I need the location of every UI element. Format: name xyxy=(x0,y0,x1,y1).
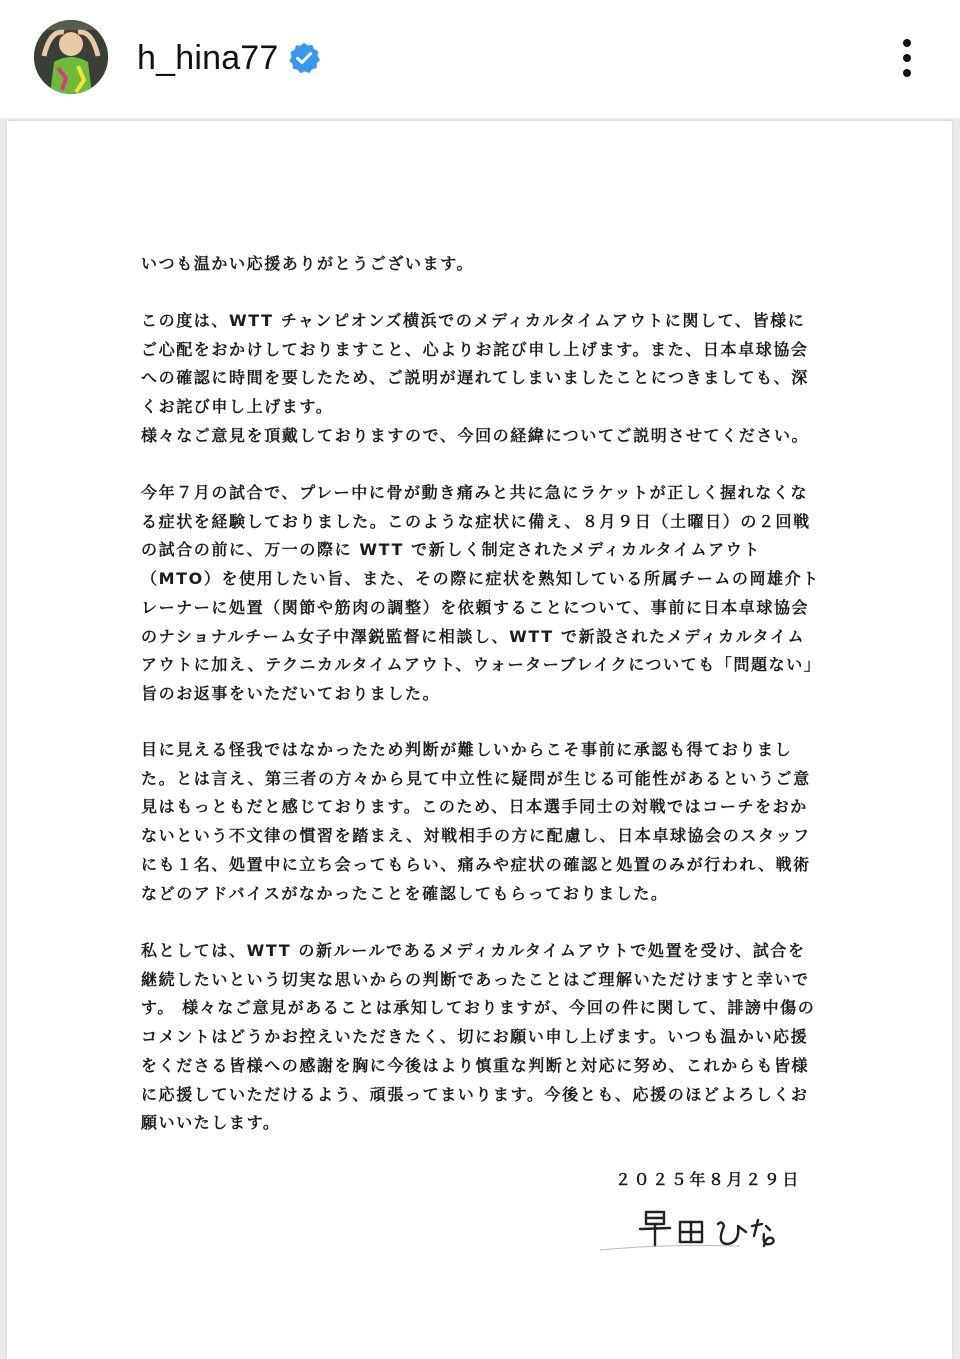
verified-badge-icon xyxy=(287,41,321,75)
post-header xyxy=(0,0,960,118)
letter-greeting: いつも温かい応援ありがとうございます。 xyxy=(141,254,475,273)
letter-paragraph-request: 私としては、WTT の新ルールであるメディカルタイムアウトで処置を受け、試合を継続したいという切実な思いからの判断であったことはご理解いただけますと幸いです。 様々なご意見があることは承知しておりますが、今回の件に関して、誹謗中傷のコメントはどうかお控えいただきたく、切にお願い申し上げます。いつも温かい応援をくださる皆様への感謝を胸に今後はより慎重な判断と対応に努め、これからも皆様に応援していただけるよう、頑張ってまいります。今後とも、応援のほどよろしくお願いいたします。 xyxy=(141,941,816,1133)
more-vertical-icon[interactable] xyxy=(890,36,924,82)
signature xyxy=(600,1200,810,1260)
letter-paragraph-approval: 目に見える怪我ではなかったため判断が難しいからこそ事前に承認も得ておりました。とは言え、第三者の方々から見て中立性に疑問が生じる可能性があるというご意見はもっともだと感じております。このため、日本選手同士の対戦ではコーチをおかないという不文律の慣習を踏まえ、対戦相手の方に配慮し、日本卓球協会のスタッフにも１名、処置中に立ち会ってもらい、痛みや症状の確認と処置のみが行われ、戦術などのアドバイスがなかったことを確認してもらっておりました。 xyxy=(141,740,811,903)
letter-date: ２０２５年８月２９日 xyxy=(614,1170,801,1189)
avatar[interactable] xyxy=(34,20,108,94)
username[interactable]: h_hina77 xyxy=(137,39,279,77)
letter-paragraph-background: 今年７月の試合で、プレー中に骨が動き痛みと共に急にラケットが正しく握れなくなる症状を経験しておりました。このような症状に備え、８月９日（土曜日）の２回戦の試合の前に、万一の際に WTT で新しく制定されたメディカルタイムアウト（MTO）を使用したい旨、また、その際に症状を熟知している所属チームの岡雄介トレーナーに処置（関節や筋肉の調整）を依頼することについて、事前に日本卓球協会のナショナルチーム女子中澤鋭監督に相談し、WTT で新設されたメディカルタイムアウトに加え、テクニカルタイムアウト、ウォーターブレイクについても「問題ない」旨のお返事をいただいておりました。 xyxy=(141,483,820,703)
profile-photo xyxy=(34,20,108,94)
letter-paragraph-apology: この度は、WTT チャンピオンズ横浜でのメディカルタイムアウトに関して、皆様にご心配をおかけしておりますこと、心よりお詫び申し上げます。また、日本卓球協会への確認に時間を要したため、ご説明が遅れてしまいましたことにつきましても、深くお詫び申し上げます。 様々なご意見を頂戴しておりますので、今回の経緯についてご説明させてください。 xyxy=(141,311,810,445)
